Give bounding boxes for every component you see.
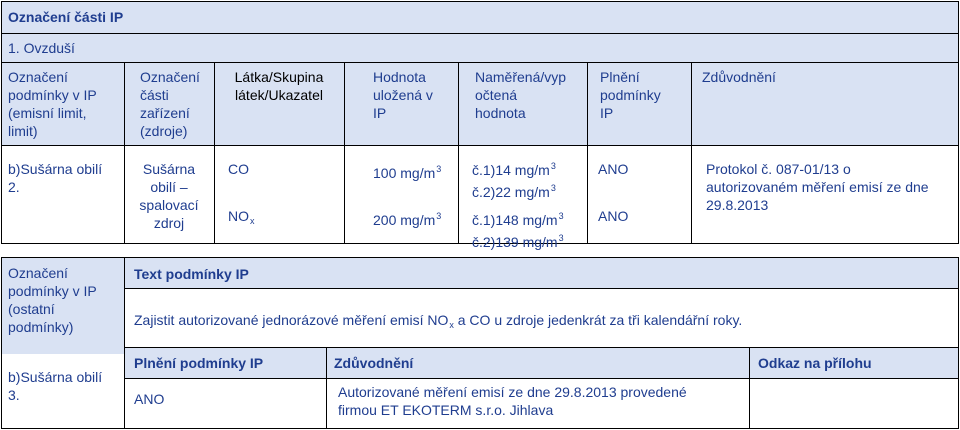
header-reason: Zdůvodnění [702,69,776,85]
section-subtitle: 1. Ovzduší [8,40,75,56]
row-device: Sušárna obilí – spalovací zdroj [139,161,199,231]
row-measured-values: č.1)14 $mg/m^3$ č.2)22 $mg/m^3$ č.1)148 $mg/m^3$ č.2)139 $mg/m^3$ [472,161,564,250]
fulfilment-header: Plnění podmínky IP [134,355,264,371]
fulfilment-value: ANO [134,391,165,407]
condition-text: Zajistit autorizované jednorázové měření emisí $NO_x$ a CO u zdroje jedenkrát za tři kalendářní roky. [134,312,743,330]
row-reason: Protokol č. 087-01/13 o autorizovaném měření emisí ze dne 29.8.2013 [706,161,929,213]
row-fulfilment-co: ANO [598,161,629,177]
section-subtitle-bg [2,34,959,62]
header-measured-value: Naměřená/vyp očtená hodnota [475,69,567,121]
header-fulfilment: Plnění podmínky IP [600,69,661,121]
other-label: Označení podmínky v IP (ostatní podmínky) [8,265,97,335]
row-substance-nox: $NO_x$ [228,208,255,226]
section-title: Označení části IP [8,9,124,25]
row-value-nox: 200 $mg/m^3$ [373,211,442,228]
header-device: Označení části zařízení (zdroje) [140,69,200,139]
section-title-bg [2,2,959,33]
row-condition: b)Sušárna obilí 2. [8,161,103,195]
attachment-header: Odkaz na přílohu [758,355,872,371]
row-fulfilment-nox: ANO [598,208,629,224]
row-value-co: 100 $mg/m^3$ [373,164,442,181]
row-substance-co: CO [228,161,249,177]
header-substance: Látka/Skupina látek/Ukazatel [234,69,324,103]
text-header-bg [125,258,959,288]
header-limit-value: Hodnota uložená v IP [373,69,433,121]
reason-header: Zdůvodnění [334,355,414,371]
reason-value: Autorizované měření emisí ze dne 29.8.2013 provedené firmou ET EKOTERM s.r.o. Jihlava [338,384,687,418]
header-condition: Označení podmínky v IP (emisní limit, limit) [8,69,97,139]
text-header: Text podmínky IP [134,266,249,282]
other-condition: b)Sušárna obilí 3. [8,369,103,403]
